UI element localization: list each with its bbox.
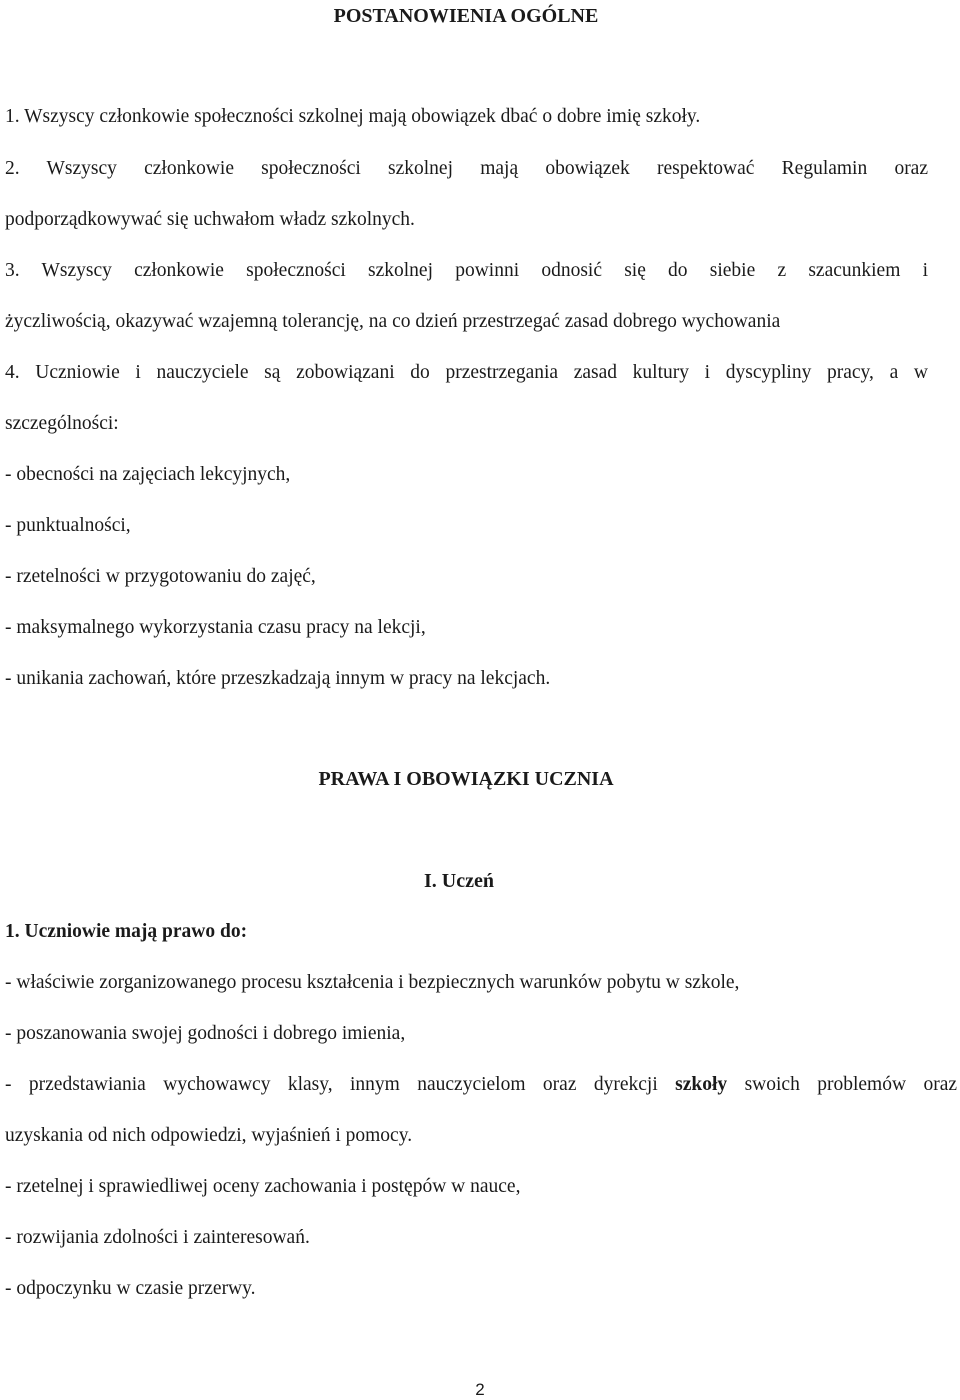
rights-item: - odpoczynku w czasie przerwy. [5, 1278, 256, 1299]
list-item: - punktualności, [5, 515, 131, 536]
rights-item: - rzetelnej i sprawiedliwej oceny zachowania i postępów w nauce, [5, 1176, 521, 1197]
section-heading-general: POSTANOWIENIA OGÓLNE [333, 5, 599, 27]
list-item: - maksymalnego wykorzystania czasu pracy na lekcji, [5, 617, 426, 638]
paragraph-3-line-2: życzliwością, okazywać wzajemną tolerancję, na co dzień przestrzegać zasad dobrego wychowania [5, 311, 781, 332]
paragraph-2-line-1: 2. Wszyscy członkowie społeczności szkolnej mają obowiązek respektować Regulamin oraz [5, 158, 928, 179]
rights-item-text: - przedstawiania wychowawcy klasy, innym nauczycielom oraz dyrekcji [5, 1074, 658, 1095]
paragraph-4-line-1: 4. Uczniowie i nauczyciele są zobowiązani do przestrzegania zasad kultury i dyscypliny pracy, a w [5, 362, 928, 383]
rights-item-line-2: uzyskania od nich odpowiedzi, wyjaśnień i pomocy. [5, 1125, 413, 1146]
rights-item: - rozwijania zdolności i zainteresowań. [5, 1227, 310, 1248]
rights-item: - właściwie zorganizowanego procesu kształcenia i bezpiecznych warunków pobytu w szkole, [5, 972, 740, 993]
paragraph-2-line-2: podporządkowywać się uchwałom władz szkolnych. [5, 209, 415, 230]
paragraph-3-line-1: 3. Wszyscy członkowie społeczności szkolnej powinni odnosić się do siebie z szacunkiem i [5, 260, 928, 281]
subsection-heading-student: I. Uczeń [424, 870, 494, 892]
paragraph-1: 1. Wszyscy członkowie społeczności szkolnej mają obowiązek dbać o dobre imię szkoły. [5, 106, 701, 127]
page-number: 2 [475, 1380, 485, 1399]
list-item: - unikania zachowań, które przeszkadzają innym w pracy na lekcjach. [5, 668, 551, 689]
section-heading-rights: PRAWA I OBOWIĄZKI UCZNIA [318, 768, 614, 790]
rights-item-bold-word: szkoły [675, 1074, 728, 1095]
rights-item: - poszanowania swojej godności i dobrego imienia, [5, 1023, 406, 1044]
paragraph-4-line-2: szczególności: [5, 413, 119, 434]
list-item: - obecności na zajęciach lekcyjnych, [5, 464, 291, 485]
rights-item-line-1 [5, 1073, 957, 1097]
rights-item-text: swoich problemów oraz [744, 1074, 958, 1095]
list-item: - rzetelności w przygotowaniu do zajęć, [5, 566, 316, 587]
rights-list-title: 1. Uczniowie mają prawo do: [5, 921, 248, 942]
